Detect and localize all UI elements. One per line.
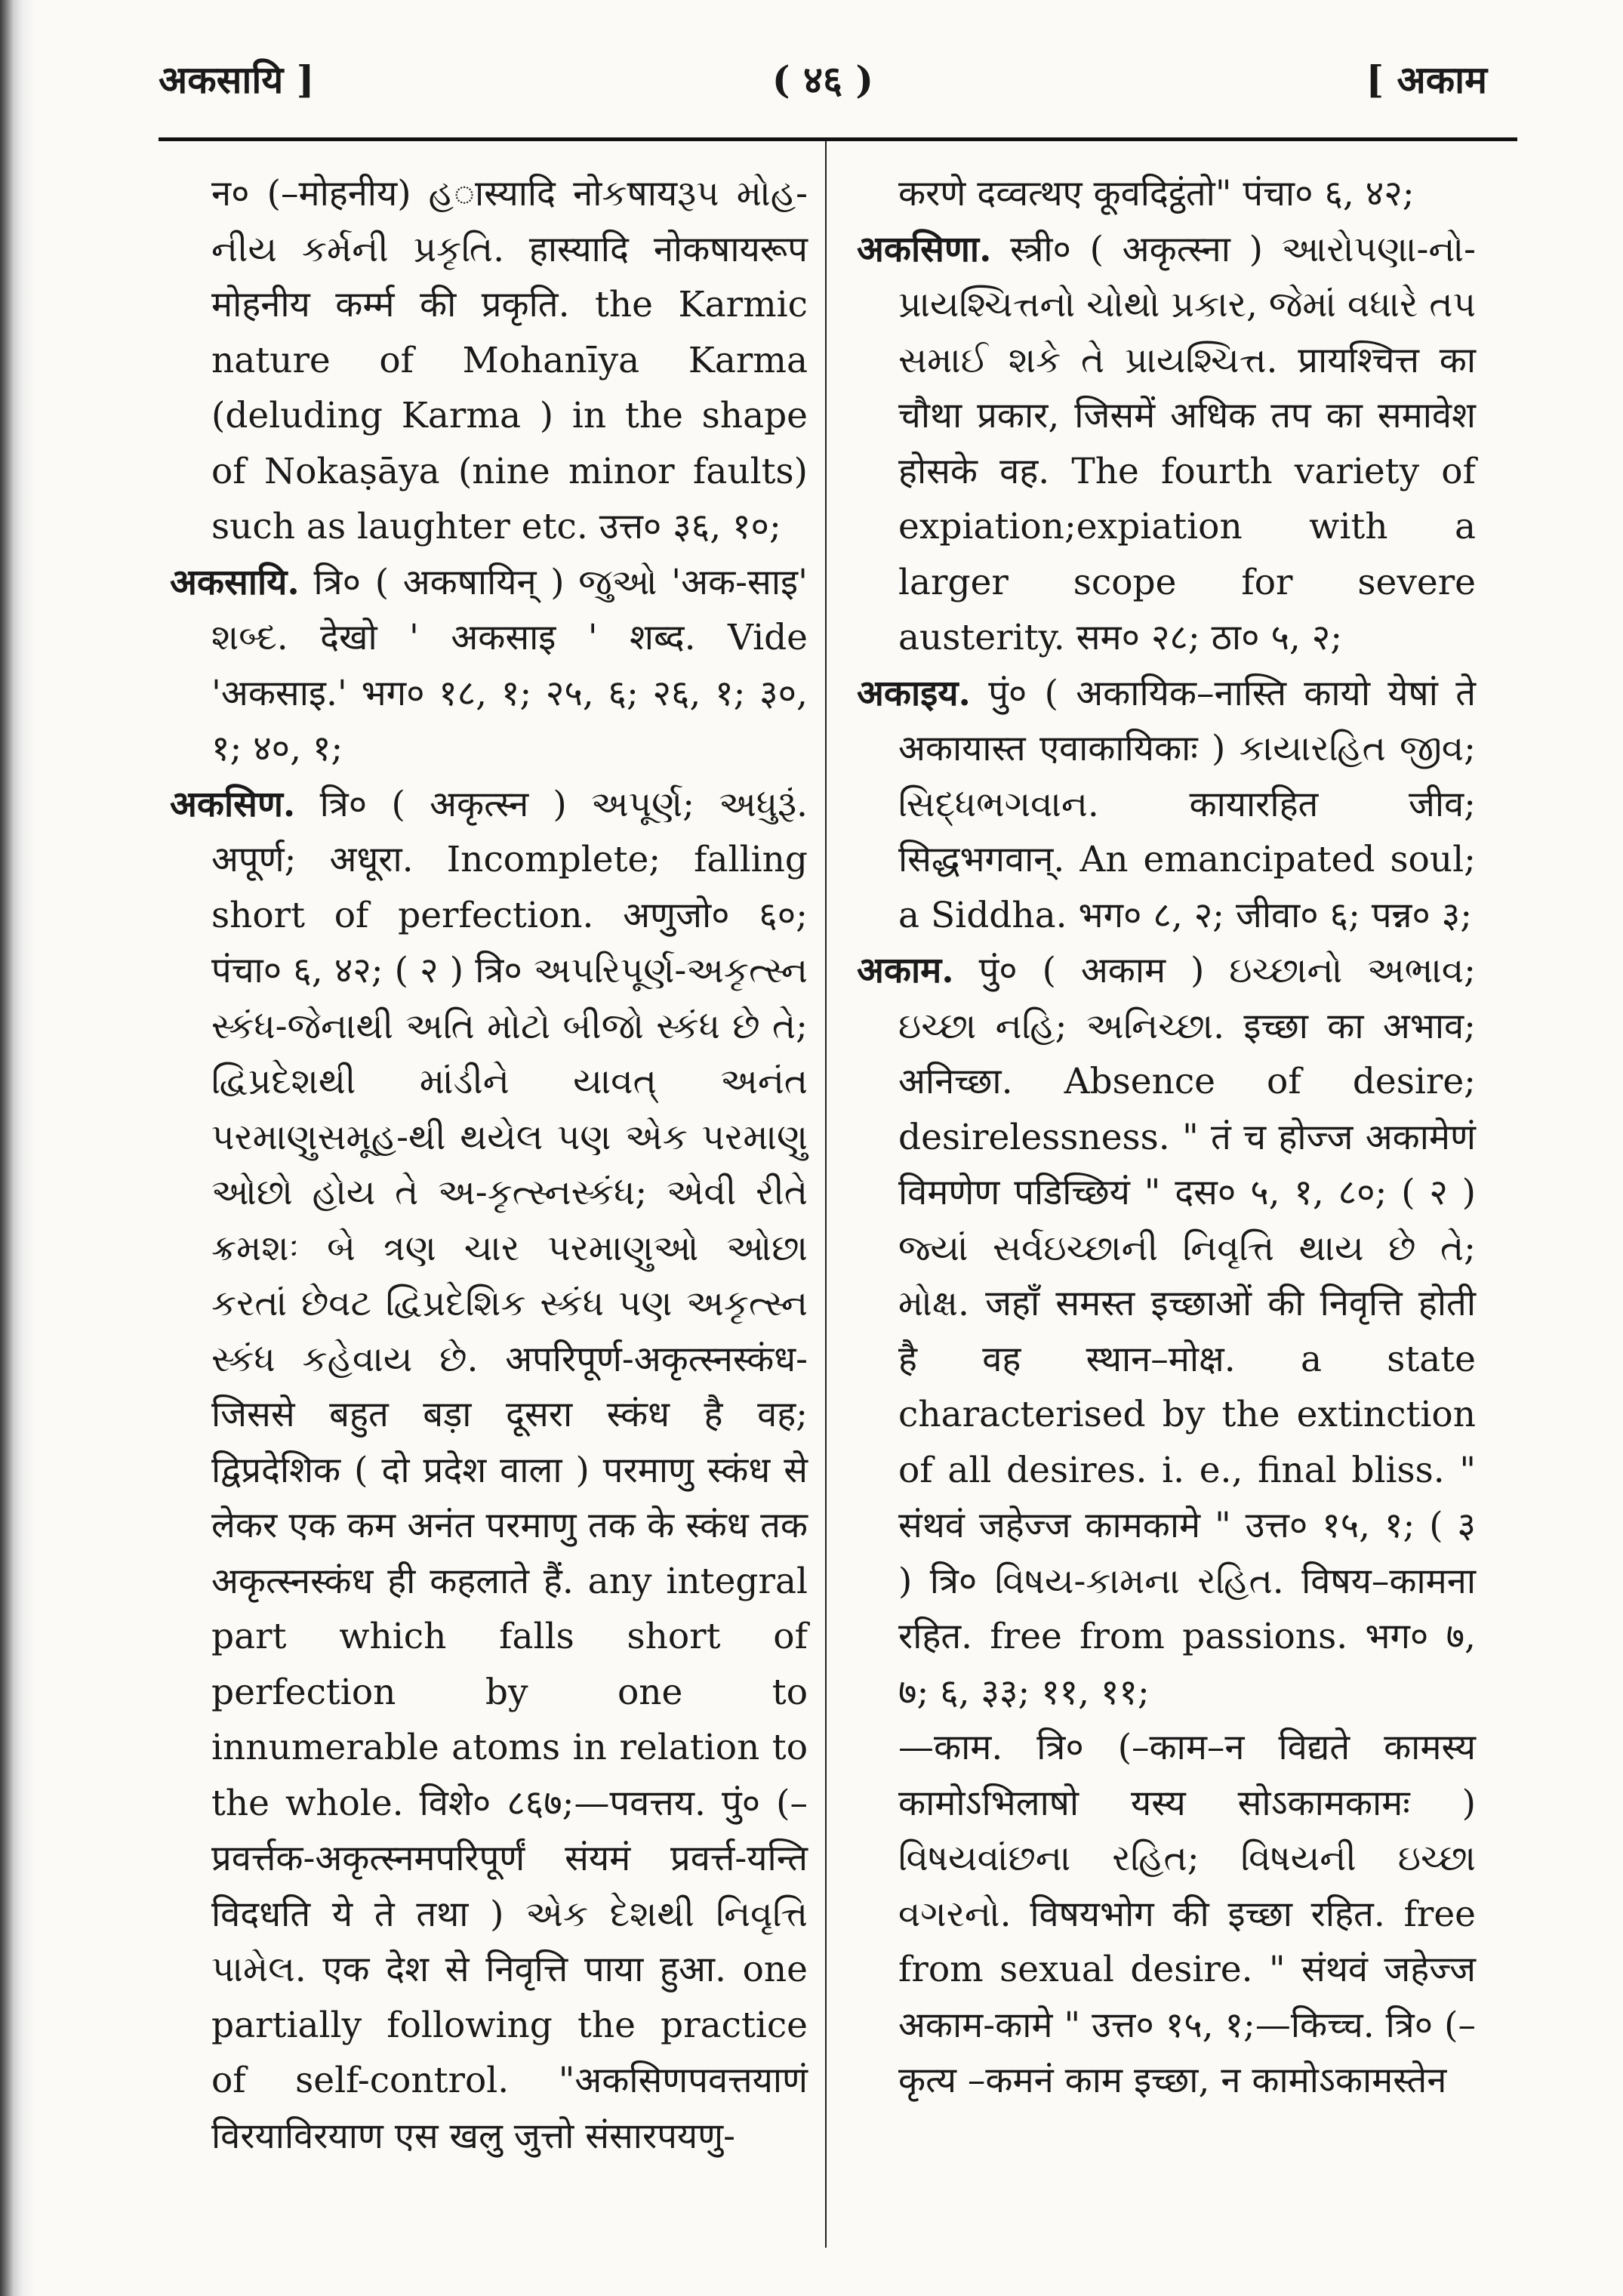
page-header <box>159 45 1487 113</box>
entry-text: न० (–मोहनीय) હास्यादि नोકषायરૂપ મોહ-નીય કર્મની પ્રકૃતિ. हास्यादि नोकषायरूप मोहनीय कर्म्म की प्रकृति. the Karmic nature of Mohanīya Karma (deluding Karma ) in the shape of Nokaṣāya (nine minor faults) such as laughter etc. उत्त० ३६, १०; <box>211 173 808 547</box>
dictionary-entry <box>170 166 808 555</box>
dictionary-entry <box>170 555 808 777</box>
entry-text: पुं० ( अकाम ) ઇચ્છાનો અભાવ; ઇચ્છા નહિ; અનિચ્છા. इच्छा का अभाव; अनिच्छा. Absence of desire; desirelessness. " तं च होज्ज अकामेणं विमणेण पडिच्छियं " दस० ५, १, ८०; ( २ ) જ્યાં સર્વઇચ્છાની નિવૃત્તિ થાય છે તે; મોક્ષ. जहाँ समस्त इच्छाओं की निवृत्ति होती है वह स्थान–मोक्ष. a state characterised by the extinction of all desires. i. e., final bliss. " संथवं जहेज्ज कामकामे " उत्त० १५, १; ( ३ ) त्रि० વિષય-કામના રહિત. विषय–कामना रहित. free from passions. भग० ७, ७; ६, ३३; ११, ११; <box>898 950 1476 1713</box>
header-rule <box>159 137 1517 141</box>
left-column <box>170 166 808 2164</box>
entry-headword: अकसिण. <box>170 783 296 825</box>
entry-headword: अकसिणा. <box>857 228 992 270</box>
dictionary-entry <box>857 222 1476 666</box>
entry-headword: अकाइय. <box>857 672 971 714</box>
entry-headword: अकाम. <box>857 950 954 991</box>
entry-text: त्रि० ( अकृत्स्न ) અપૂર્ણ; અધુરૂં. अपूर्ण; अधूरा. Incomplete; falling short of perfection. अणुजो० ६०; पंचा० ६, ४२; ( २ ) त्रि० અપરિપૂર્ણ-અકૃત્સ્ન સ્કંધ-જેનાથી અતિ મોટો બીજો સ્કંધ છે તે; દ્વિપ્રદેશથી માંડીને યાવત્ અનંત પરમાણુસમૂહ-થી થયેલ પણ એક પરમાણુ ઓછો હોય તે અ-કૃત્સ્નસ્કંધ; એવી રીતે ક્રમશઃ બે ત્રણ ચાર પરમાણુઓ ઓછા કરતાં છેવટ દ્વિપ્રદેશિક સ્કંધ પણ અકૃત્સ્ન સ્કંધ કહેવાય છે. अपरिपूर्ण-अकृत्स्नस्कंध-जिससे बहुत बड़ा दूसरा स्कंध है वह; द्विप्रदेशिक ( दो प्रदेश वाला ) परमाणु स्कंध से लेकर एक कम अनंत परमाणु तक के स्कंध तक अकृत्स्नस्कंध ही कहलाते हैं. any integral part which falls short of perfection by one to innumerable atoms in relation to the whole. विशे० ८६७;—पवत्तय. पुं० (–प्रवर्त्तक-अकृत्स्नमपरिपूर्णं संयमं प्रवर्त्त-यन्ति विदधति ये ते तथा ) એક દેશથી નિવૃત્તિ પામેલ. एक देश से निवृत्ति पाया हुआ. one partially following the practice of self-control. "अकसिणपवत्तयाणं विरयाविरयाण एस खलु जुत्तो संसारपयणु- <box>211 783 808 2157</box>
entry-text: त्रि० ( अकषायिन् ) જુઓ 'अक-साइ' શબ્દ. देखो ' अकसाइ ' शब्द. Vide 'अकसाइ.' भग० १८, १; २५, ६; २६, १; ३०, १; ४०, १; <box>211 561 808 769</box>
column-divider <box>825 141 827 2248</box>
header-right-guideword: [ अकाम <box>1366 57 1487 102</box>
right-column <box>857 166 1476 2109</box>
entry-text: स्त्री० ( अकृत्स्ना ) આરોપણા-નો-પ્રાયશ્ચિત્તનો ચોથો પ્રકાર, જેમાં વધારે તપ સમાઈ શકે તે પ્રાયશ્ચિત્ત. प्रायश्चित्त का चौथा प्रकार, जिसमें अधिक तप का समावेश होसके वह. The fourth variety of expiation;expiation with a larger scope for severe austerity. सम० २८; ठा० ५, २; <box>898 228 1476 658</box>
dictionary-entry <box>857 1720 1476 2109</box>
scan-edge <box>0 0 35 2296</box>
dictionary-entry <box>857 666 1476 944</box>
header-left-guideword: अकसायि ] <box>159 57 315 102</box>
dictionary-entry <box>857 166 1476 222</box>
entry-text: —काम. त्रि० (–काम–न विद्यते कामस्य कामोऽभिलाषो यस्य सोऽकामकामः ) વિષયવાંછના રહિત; વિષયની ઇચ્છા વગરનો. विषयभोग की इच्छा रहित. free from sexual desire. " संथवं जहेज्ज अकाम-कामे " उत्त० १५, १;—किच्च. त्रि० (–कृत्य –कमनं काम इच्छा, न कामोऽकामस्तेन <box>898 1727 1476 2101</box>
entry-headword: अकसायि. <box>170 561 300 603</box>
dictionary-entry <box>857 943 1476 1720</box>
dictionary-entry <box>170 777 808 2165</box>
entry-text: करणे दव्वत्थए कूवदिट्ठंतो" पंचा० ६, ४२; <box>898 173 1415 214</box>
entry-text: पुं० ( अकायिक–नास्ति कायो येषां ते अकायास्त एवाकायिकाः ) કાયારહિત જીવ; સિદ્ધભગવાન. कायारहित जीव; सिद्धभगवान्. An emancipated soul; a Siddha. भग० ८, २; जीवा० ६; पन्न० ३; <box>898 672 1476 936</box>
page-number: ( ४६ ) <box>771 57 874 102</box>
